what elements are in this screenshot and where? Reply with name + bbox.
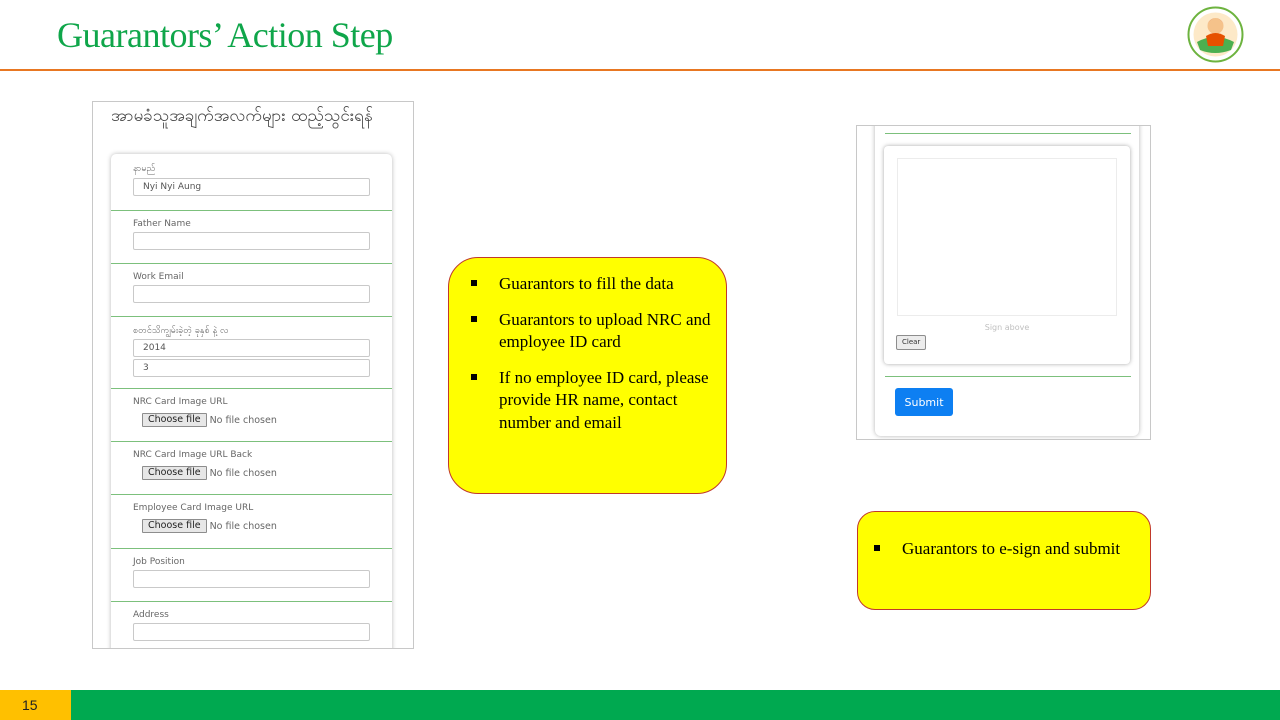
field-label: NRC Card Image URL: [133, 397, 228, 407]
signature-pad[interactable]: [897, 158, 1117, 316]
sign-hint: Sign above: [984, 323, 1030, 332]
divider: [885, 376, 1131, 377]
footer-bar: [0, 690, 1280, 720]
field-label: Job Position: [133, 557, 185, 567]
field-name: [111, 154, 392, 211]
nrc-back-file-input: [142, 466, 277, 480]
form-card: [111, 154, 392, 649]
callout-item: Guarantors to e-sign and submit: [874, 538, 1150, 561]
page-number: 15: [0, 690, 71, 720]
work-email-input[interactable]: [133, 285, 370, 303]
year-input[interactable]: 2014: [133, 339, 370, 357]
employee-card-file-input: [142, 519, 277, 533]
signature-card: [875, 125, 1139, 436]
guarantor-form-screenshot: [92, 101, 414, 649]
file-status: No file chosen: [209, 414, 277, 426]
choose-file-button[interactable]: Choose file: [142, 413, 207, 427]
field-label: Employee Card Image URL: [133, 503, 254, 513]
esign-callout: [857, 511, 1151, 610]
submit-button[interactable]: Submit: [895, 388, 953, 416]
field-address: [111, 602, 392, 649]
choose-file-button[interactable]: Choose file: [142, 519, 207, 533]
field-nrc-back: [111, 442, 392, 495]
address-input[interactable]: [133, 623, 370, 641]
clear-button[interactable]: Clear: [896, 335, 926, 350]
field-label: စတင်သိကျွမ်းခဲ့တဲ့ ခုနှစ် နဲ့ လ: [133, 326, 229, 336]
file-status: No file chosen: [209, 520, 277, 532]
slide-title: Guarantors’ Action Step: [57, 15, 393, 55]
field-employee-card: [111, 495, 392, 549]
field-father-name: [111, 211, 392, 264]
field-label: Address: [133, 610, 169, 620]
signature-screenshot: [856, 125, 1151, 440]
field-nrc-front: [111, 389, 392, 442]
choose-file-button[interactable]: Choose file: [142, 466, 207, 480]
company-logo-icon: [1187, 6, 1244, 63]
field-label: Work Email: [133, 272, 184, 282]
divider: [885, 133, 1131, 134]
name-input[interactable]: Nyi Nyi Aung: [133, 178, 370, 196]
job-position-input[interactable]: [133, 570, 370, 588]
month-input[interactable]: 3: [133, 359, 370, 377]
father-name-input[interactable]: [133, 232, 370, 250]
callout-item: Guarantors to upload NRC and employee ID card: [471, 309, 726, 354]
field-acquaintance-date: [111, 317, 392, 389]
field-job-position: [111, 549, 392, 602]
field-label: နာမည်: [133, 164, 156, 174]
title-divider: [0, 69, 1280, 71]
field-label: Father Name: [133, 219, 191, 229]
callout-item: Guarantors to fill the data: [471, 273, 726, 296]
file-status: No file chosen: [209, 467, 277, 479]
callout-item: If no employee ID card, please provide HR name, contact number and email: [471, 367, 726, 435]
instructions-callout: [448, 257, 727, 494]
field-work-email: [111, 264, 392, 317]
field-label: NRC Card Image URL Back: [133, 450, 253, 460]
signature-panel: [884, 146, 1130, 364]
nrc-front-file-input: [142, 413, 277, 427]
form-heading: အာမခံသူအချက်အလက်များ ထည့်သွင်းရန်: [111, 106, 373, 126]
